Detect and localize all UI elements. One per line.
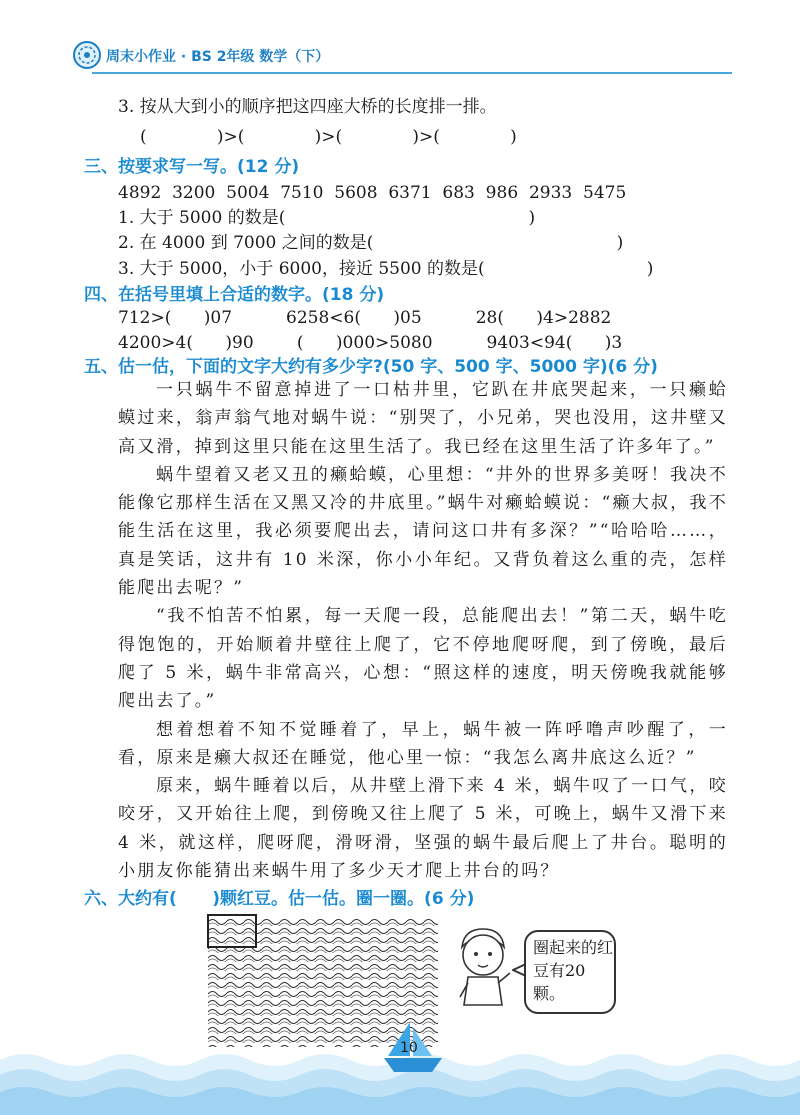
section-3-title: 三、按要求写一写。(12 分) xyxy=(84,157,300,177)
page-header xyxy=(72,40,732,74)
section-3-q1: 1. 大于 5000 的数是( ) xyxy=(118,208,536,228)
section-4-title: 四、在括号里填上合适的数字。(18 分) xyxy=(84,285,385,305)
number-list: 4892 3200 5004 7510 5608 6371 683 986 2933 5475 xyxy=(118,183,627,203)
section-3-q3: 3. 大于 5000，小于 6000，接近 5500 的数是( ) xyxy=(118,259,654,279)
page-number: 10 xyxy=(400,1040,418,1056)
header-title: 周末小作业 · BS 2年级 数学（下） xyxy=(106,49,330,65)
section-4-row-2: 4200>4( )90 ( )000>5080 9403<94( )3 xyxy=(118,333,623,353)
story-paragraph: 一只蜗牛不留意掉进了一口枯井里，它趴在井底哭起来，一只癞蛤蟆过来，翁声翁气地对蜗牛说：“别哭了，小兄弟，哭也没用，这井壁又高又滑，掉到这里只能在这里生活了。我已经在这里生活了许多年了。” xyxy=(118,380,728,457)
section-3-q2: 2. 在 4000 到 7000 之间的数是( ) xyxy=(118,233,624,253)
speech-bubble-text: 圈起来的红豆有20颗。 xyxy=(533,938,614,1003)
section-5-title: 五、估一估，下面的文字大约有多少字?(50 字、500 字、5000 字)(6 分) xyxy=(84,357,658,377)
story-paragraph: “我不怕苦不怕累，每一天爬一段，总能爬出去！”第二天，蜗牛吃得饱饱的，开始顺着井壁往上爬了，它不停地爬呀爬，到了傍晚，最后爬了 5 米，蜗牛非常高兴，心想：“照这样的速度，明天傍晚我就能够爬出去了。” xyxy=(118,606,728,712)
bridge-order-question: 3. 按从大到小的顺序把这四座大桥的长度排一排。 xyxy=(118,97,497,117)
sample-circle-box xyxy=(207,914,257,948)
section-4-row-1: 712>( )07 6258<6( )05 28( )4>2882 xyxy=(118,308,612,328)
header-divider xyxy=(92,72,732,74)
book-series-logo-icon xyxy=(72,40,102,70)
child-illustration xyxy=(452,925,514,1015)
story-paragraph: 想着想着不知不觉睡着了，早上，蜗牛被一阵呼噜声吵醒了，一看，原来是癞大叔还在睡觉，他心里一惊：“我怎么离井底这么近？” xyxy=(118,719,728,768)
bridge-order-blanks: ( )>( )>( )>( ) xyxy=(140,127,517,147)
section-6-title: 六、大约有( )颗红豆。估一估。圈一圈。(6 分) xyxy=(84,889,475,909)
story-paragraph: 原来，蜗牛睡着以后，从井壁上滑下来 4 米，蜗牛叹了一口气，咬咬牙，又开始往上爬，到傍晚又往上爬了 5 米，可晚上，蜗牛又滑下来 4 米，就这样，爬呀爬，滑呀滑，坚强的蜗牛最后爬上了井台。聪明的小朋友你能猜出来蜗牛用了多少天才爬上井台的吗？ xyxy=(118,776,728,882)
story-text xyxy=(118,376,728,885)
story-paragraph: 蜗牛望着又老又丑的癞蛤蟆，心里想：“井外的世界多美呀！我决不能像它那样生活在又黑又冷的井底里。”蜗牛对癞蛤蟆说：“癞大叔，我不能生活在这里，我必须要爬出去，请问这口井有多深？”“哈哈哈……，真是笑话，这井有 10 米深，你小小年纪。又背负着这么重的壳，怎样能爬出去呢？” xyxy=(118,464,728,599)
